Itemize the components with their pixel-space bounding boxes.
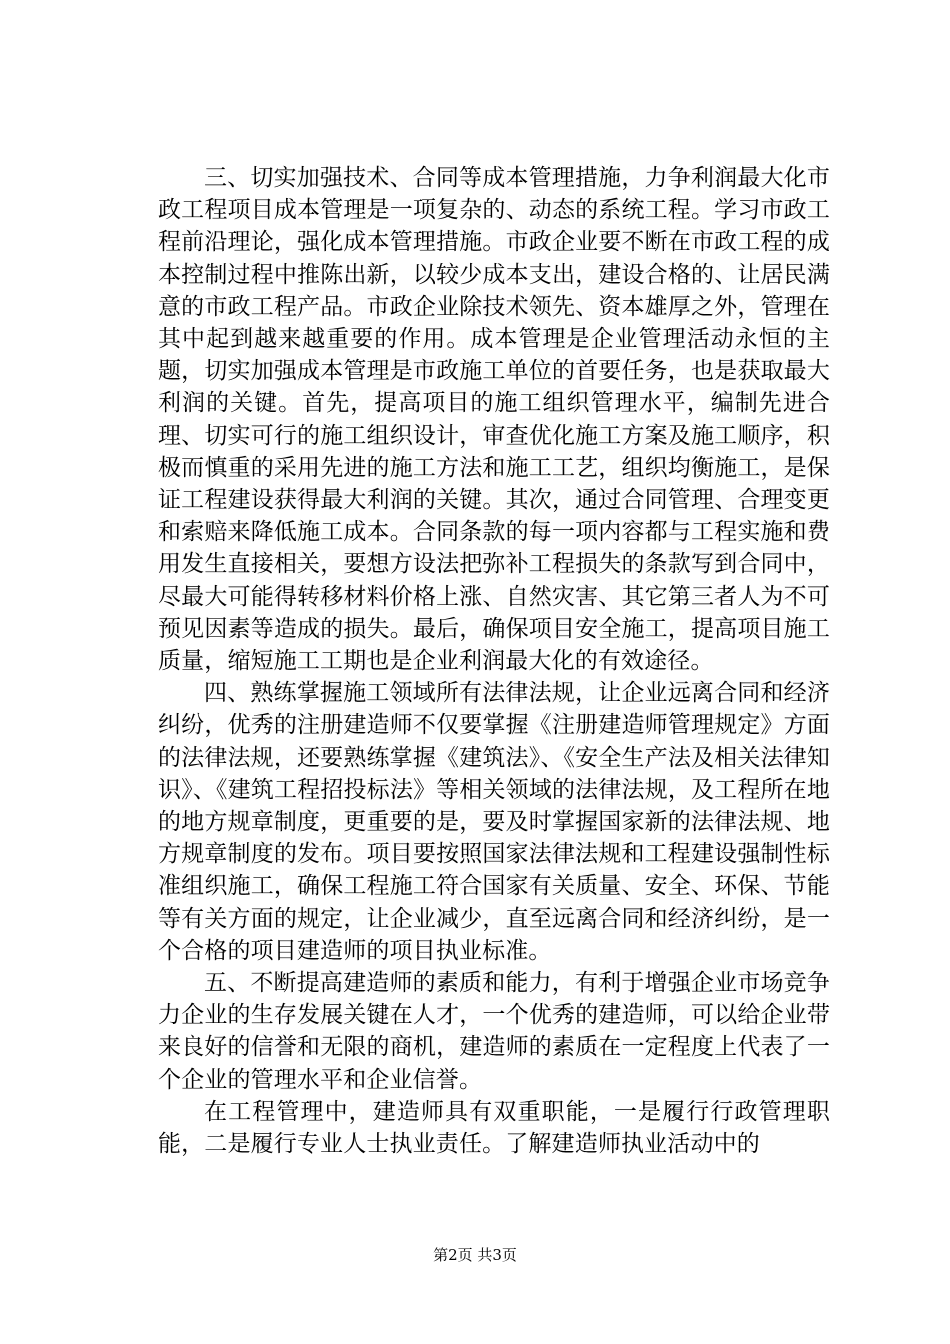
page-footer: 第2页 共3页 [433,1246,517,1264]
paragraph-cost-management: 三、切实加强技术、合同等成本管理措施，力争利润最大化市政工程项目成本管理是一项复杂的、动态的系统工程。学习市政工程前沿理论，强化成本管理措施。市政企业要不断在市政工程的成本控制过程中推陈出新，以较少成本支出，建设合格的、让居民满意的市政工程产品。市政企业除技术领先、资本雄厚之外，管理在其中起到越来越重要的作用。成本管理是企业管理活动永恒的主题，切实加强成本管理是市政施工单位的首要任务，也是获取最大利润的关键。首先，提高项目的施工组织管理水平，编制先进合理、切实可行的施工组织设计，审查优化施工方案及施工顺序，积极而慎重的采用先进的施工方法和施工工艺，组织均衡施工，是保证工程建设获得最大利润的关键。其次，通过合同管理、合理变更和索赔来降低施工成本。合同条款的每一项内容都与工程实施和费用发生直接相关，要想方设法把弥补工程损失的条款写到合同中，尽最大可能得转移材料价格上涨、自然灾害、其它第三者人为不可预见因素等造成的损失。最后，确保项目安全施工，提高项目施工质量，缩短施工工期也是企业利润最大化的有效途径。 [158,165,830,675]
paragraph-quality-ability: 五、不断提高建造师的素质和能力，有利于增强企业市场竞争力企业的生存发展关键在人才，一个优秀的建造师，可以给企业带来良好的信誉和无限的商机，建造师的素质在一定程度上代表了一个企业的管理水平和企业信誉。 [158,970,830,1093]
paragraph-dual-functions: 在工程管理中，建造师具有双重职能，一是履行行政管理职能，二是履行专业人士执业责任。了解建造师执业活动中的 [158,1098,830,1158]
document-body [158,162,830,1160]
paragraph-laws-regulations: 四、熟练掌握施工领域所有法律法规，让企业远离合同和经济纠纷，优秀的注册建造师不仅要掌握《注册建造师管理规定》方面的法律法规，还要熟练掌握《建筑法》、《安全生产法及相关法律知识》、《建筑工程招投标法》等相关领域的法律法规，及工程所在地的地方规章制度，更重要的是，要及时掌握国家新的法律法规、地方规章制度的发布。项目要按照国家法律法规和工程建设强制性标准组织施工，确保工程施工符合国家有关质量、安全、环保、节能等有关方面的规定，让企业减少，直至远离合同和经济纠纷，是一个合格的项目建造师的项目执业标准。 [158,680,830,964]
